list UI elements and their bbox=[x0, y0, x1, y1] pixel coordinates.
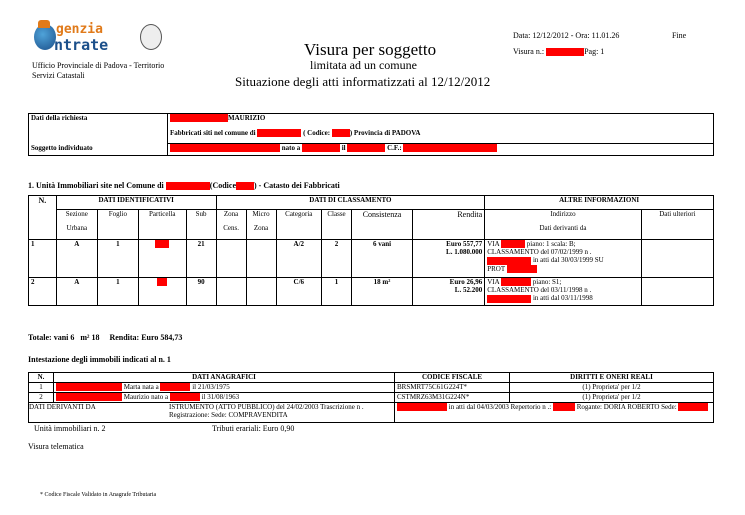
row2-atti: in atti dal 03/11/1998 bbox=[532, 294, 593, 303]
section1-title-suffix: ) - Catasto dei Fabbricati bbox=[254, 181, 340, 190]
redacted bbox=[257, 129, 301, 137]
row1-prot: PROT bbox=[487, 264, 505, 273]
page-subtitle-1: limitata ad un comune bbox=[310, 58, 417, 72]
derivanti-label: DATI DERIVANTI DA bbox=[29, 403, 96, 411]
zona-label: Zona bbox=[223, 210, 239, 218]
redacted bbox=[501, 278, 531, 286]
derivanti-row bbox=[29, 403, 395, 423]
row1-indirizzo bbox=[485, 240, 642, 278]
col-indirizzo bbox=[485, 210, 642, 240]
cens-label: Cens. bbox=[223, 224, 239, 232]
empty-cell bbox=[29, 129, 168, 144]
col-rendita: Rendita bbox=[413, 210, 485, 240]
owner1-cf: BRSMRT75C61G224T* bbox=[395, 383, 510, 393]
row2-zona bbox=[216, 278, 246, 306]
redacted bbox=[166, 182, 210, 190]
table-row bbox=[29, 403, 714, 423]
unita-count: Unità immobiliari n. 2 bbox=[34, 424, 106, 433]
owner1-n: 1 bbox=[29, 383, 54, 393]
visura-telematica: Visura telematica bbox=[28, 442, 84, 451]
row1-rendita-lire: L. 1.080.000 bbox=[446, 248, 483, 256]
intestazione-table bbox=[28, 372, 714, 423]
col-zona bbox=[216, 210, 246, 240]
redacted bbox=[170, 393, 200, 401]
derivanti-text bbox=[169, 403, 394, 419]
col-n: N. bbox=[29, 373, 54, 383]
row2-sezione: A bbox=[56, 278, 97, 306]
owner1-name: Marta nata a bbox=[123, 383, 159, 391]
redacted bbox=[302, 144, 340, 152]
logo-text-entrate: ntrate bbox=[54, 36, 109, 54]
row2-n: 2 bbox=[29, 278, 57, 306]
row2-piano: piano: S1; bbox=[532, 278, 562, 286]
row1-sezione: A bbox=[56, 240, 97, 278]
redacted bbox=[678, 403, 708, 411]
immobili-table bbox=[28, 195, 714, 306]
section1-title bbox=[28, 181, 340, 190]
col-cf: CODICE FISCALE bbox=[395, 373, 510, 383]
owner2-n: 2 bbox=[29, 393, 54, 403]
logo-accent bbox=[38, 20, 50, 28]
row2-sub: 90 bbox=[186, 278, 216, 306]
redacted bbox=[403, 144, 497, 152]
table-row bbox=[29, 393, 714, 403]
col-dati-ulteriori: Dati ulteriori bbox=[641, 210, 713, 240]
row1-n: 1 bbox=[29, 240, 57, 278]
row1-rendita-euro: Euro 557,77 bbox=[446, 240, 483, 248]
table-row bbox=[29, 383, 714, 393]
row2-ulteriori bbox=[641, 278, 713, 306]
request-name-cell bbox=[168, 114, 714, 129]
row2-rendita bbox=[413, 278, 485, 306]
header-classamento: DATI DI CLASSAMENTO bbox=[216, 196, 485, 210]
micro-label: Micro bbox=[252, 210, 270, 218]
row1-atti: in atti dal 30/03/1999 SU bbox=[532, 256, 604, 265]
row2-micro bbox=[246, 278, 276, 306]
row2-classamento: CLASSAMENTO del 03/11/1998 n . bbox=[487, 286, 592, 295]
redacted bbox=[487, 257, 531, 265]
republic-emblem-icon bbox=[140, 24, 162, 50]
page-number: Pag: 1 bbox=[584, 47, 605, 56]
redacted bbox=[160, 383, 190, 391]
redacted bbox=[155, 240, 169, 248]
redacted bbox=[170, 144, 280, 152]
request-name: MAURIZIO bbox=[228, 114, 266, 122]
row1-classe: 2 bbox=[322, 240, 352, 278]
footnote: * Codice Fiscale Validato in Anagrafe Tributaria bbox=[40, 492, 157, 498]
col-classe: Classe bbox=[322, 210, 352, 240]
redacted bbox=[347, 144, 385, 152]
derivanti-text2: in atti dal 04/03/2003 Repertorio n .: bbox=[448, 403, 552, 411]
redacted bbox=[170, 114, 228, 122]
owner2-diritti: (1) Proprieta' per 1/2 bbox=[510, 393, 714, 403]
redacted bbox=[546, 48, 584, 56]
derivanti-text3: Rogante: DORIA ROBERTO Sede: bbox=[576, 403, 677, 411]
row1-classamento: CLASSAMENTO del 07/02/1999 n . bbox=[487, 248, 592, 257]
redacted bbox=[56, 393, 122, 401]
page-title: Visura per soggetto bbox=[304, 40, 437, 59]
row2-indirizzo bbox=[485, 278, 642, 306]
owner2-name: Maurizio nato a bbox=[123, 393, 169, 401]
owner1-date: il 21/03/1975 bbox=[192, 383, 230, 391]
row1-ulteriori bbox=[641, 240, 713, 278]
tributi: Tributi erariali: Euro 0,90 bbox=[212, 424, 295, 433]
derivanti-text1: ISTRUMENTO (ATTO PUBBLICO) del 24/02/2003 Trascrizione n . bbox=[169, 403, 364, 411]
table-row bbox=[29, 278, 714, 306]
row1-rendita bbox=[413, 240, 485, 278]
request-table bbox=[28, 113, 714, 156]
owner1-diritti: (1) Proprieta' per 1/2 bbox=[510, 383, 714, 393]
derivanti-row-continued bbox=[395, 403, 714, 423]
col-sezione bbox=[56, 210, 97, 240]
row2-rendita-euro: Euro 26,96 bbox=[449, 278, 483, 286]
totals: Totale: vani 6 m² 18 Rendita: Euro 584,73 bbox=[28, 333, 183, 342]
office-name: Ufficio Provinciale di Padova - Territorio bbox=[32, 61, 165, 70]
owner1-anagrafici bbox=[54, 383, 395, 393]
visura-number bbox=[513, 47, 604, 56]
fabbricati-text: Fabbricati siti nel comune di bbox=[170, 128, 256, 137]
page-subtitle-2: Situazione degli atti informatizzati al 12/12/2012 bbox=[235, 74, 491, 89]
col-categoria: Categoria bbox=[276, 210, 322, 240]
redacted bbox=[553, 403, 575, 411]
col-particella: Particella bbox=[138, 210, 186, 240]
section1-codice: (Codice bbox=[209, 181, 236, 190]
redacted bbox=[157, 278, 167, 286]
intestazione-title: Intestazione degli immobili indicati al n. 1 bbox=[28, 355, 171, 364]
visura-label: Visura n.: bbox=[513, 47, 545, 56]
col-anagrafici: DATI ANAGRAFICI bbox=[54, 373, 395, 383]
micro-zona-label: Zona bbox=[253, 224, 269, 232]
redacted bbox=[487, 295, 531, 303]
col-foglio: Foglio bbox=[97, 210, 138, 240]
nato-a-label: nato a bbox=[281, 144, 301, 152]
row1-via: VIA bbox=[487, 240, 500, 248]
redacted bbox=[507, 265, 537, 273]
owner2-cf: CSTMRZ63M31G224N* bbox=[395, 393, 510, 403]
fine-label: Fine bbox=[672, 31, 687, 40]
col-micro bbox=[246, 210, 276, 240]
row1-micro bbox=[246, 240, 276, 278]
soggetto-cell bbox=[168, 144, 714, 156]
row2-foglio: 1 bbox=[97, 278, 138, 306]
sezione-label: Sezione bbox=[65, 210, 88, 218]
redacted bbox=[236, 182, 254, 190]
office-service: Servizi Catastali bbox=[32, 71, 85, 80]
row1-piano: piano: 1 scala: B; bbox=[526, 240, 576, 248]
soggetto-label: Soggetto individuato bbox=[29, 144, 168, 156]
table-row bbox=[29, 240, 714, 278]
il-label: il bbox=[341, 144, 346, 152]
agenzia-entrate-logo bbox=[32, 20, 162, 60]
col-diritti: DIRITTI E ONERI REALI bbox=[510, 373, 714, 383]
date-time: Data: 12/12/2012 - Ora: 11.01.26 bbox=[513, 31, 620, 40]
request-label: Dati della richiesta bbox=[29, 114, 168, 129]
col-sub: Sub bbox=[186, 210, 216, 240]
redacted bbox=[332, 129, 350, 137]
owner2-anagrafici bbox=[54, 393, 395, 403]
section1-title-prefix: 1. Unità Immobiliari site nel Comune di bbox=[28, 181, 164, 190]
col-n: N. bbox=[29, 196, 57, 240]
codice-label: ( Codice: bbox=[303, 128, 331, 137]
row2-via: VIA bbox=[487, 278, 500, 286]
provincia-text: ) Provincia di PADOVA bbox=[349, 128, 421, 137]
row1-particella bbox=[138, 240, 186, 278]
urbana-label: Urbana bbox=[66, 224, 88, 232]
owner2-date: il 31/08/1963 bbox=[201, 393, 240, 401]
derivanti-label: Dati derivanti da bbox=[539, 224, 587, 232]
row2-rendita-lire: L. 52.200 bbox=[454, 286, 483, 294]
row2-particella bbox=[138, 278, 186, 306]
row1-sub: 21 bbox=[186, 240, 216, 278]
registrazione: Registrazione: Sede: COMPRAVENDITA bbox=[169, 411, 288, 419]
row2-categoria: C/6 bbox=[276, 278, 322, 306]
cf-label: C.F.: bbox=[387, 144, 402, 152]
col-consistenza: Consistenza bbox=[352, 210, 413, 240]
row2-consistenza: 18 m² bbox=[352, 278, 413, 306]
redacted bbox=[501, 240, 525, 248]
logo-text-agenzia: genzia bbox=[56, 22, 103, 37]
redacted bbox=[397, 403, 447, 411]
fabbricati-cell bbox=[168, 129, 714, 144]
redacted bbox=[56, 383, 122, 391]
header-altre: ALTRE INFORMAZIONI bbox=[485, 196, 714, 210]
row1-categoria: A/2 bbox=[276, 240, 322, 278]
indirizzo-label: Indirizzo bbox=[550, 210, 576, 218]
row1-consistenza: 6 vani bbox=[352, 240, 413, 278]
row2-classe: 1 bbox=[322, 278, 352, 306]
row1-zona bbox=[216, 240, 246, 278]
row1-foglio: 1 bbox=[97, 240, 138, 278]
header-identificativi: DATI IDENTIFICATIVI bbox=[56, 196, 216, 210]
